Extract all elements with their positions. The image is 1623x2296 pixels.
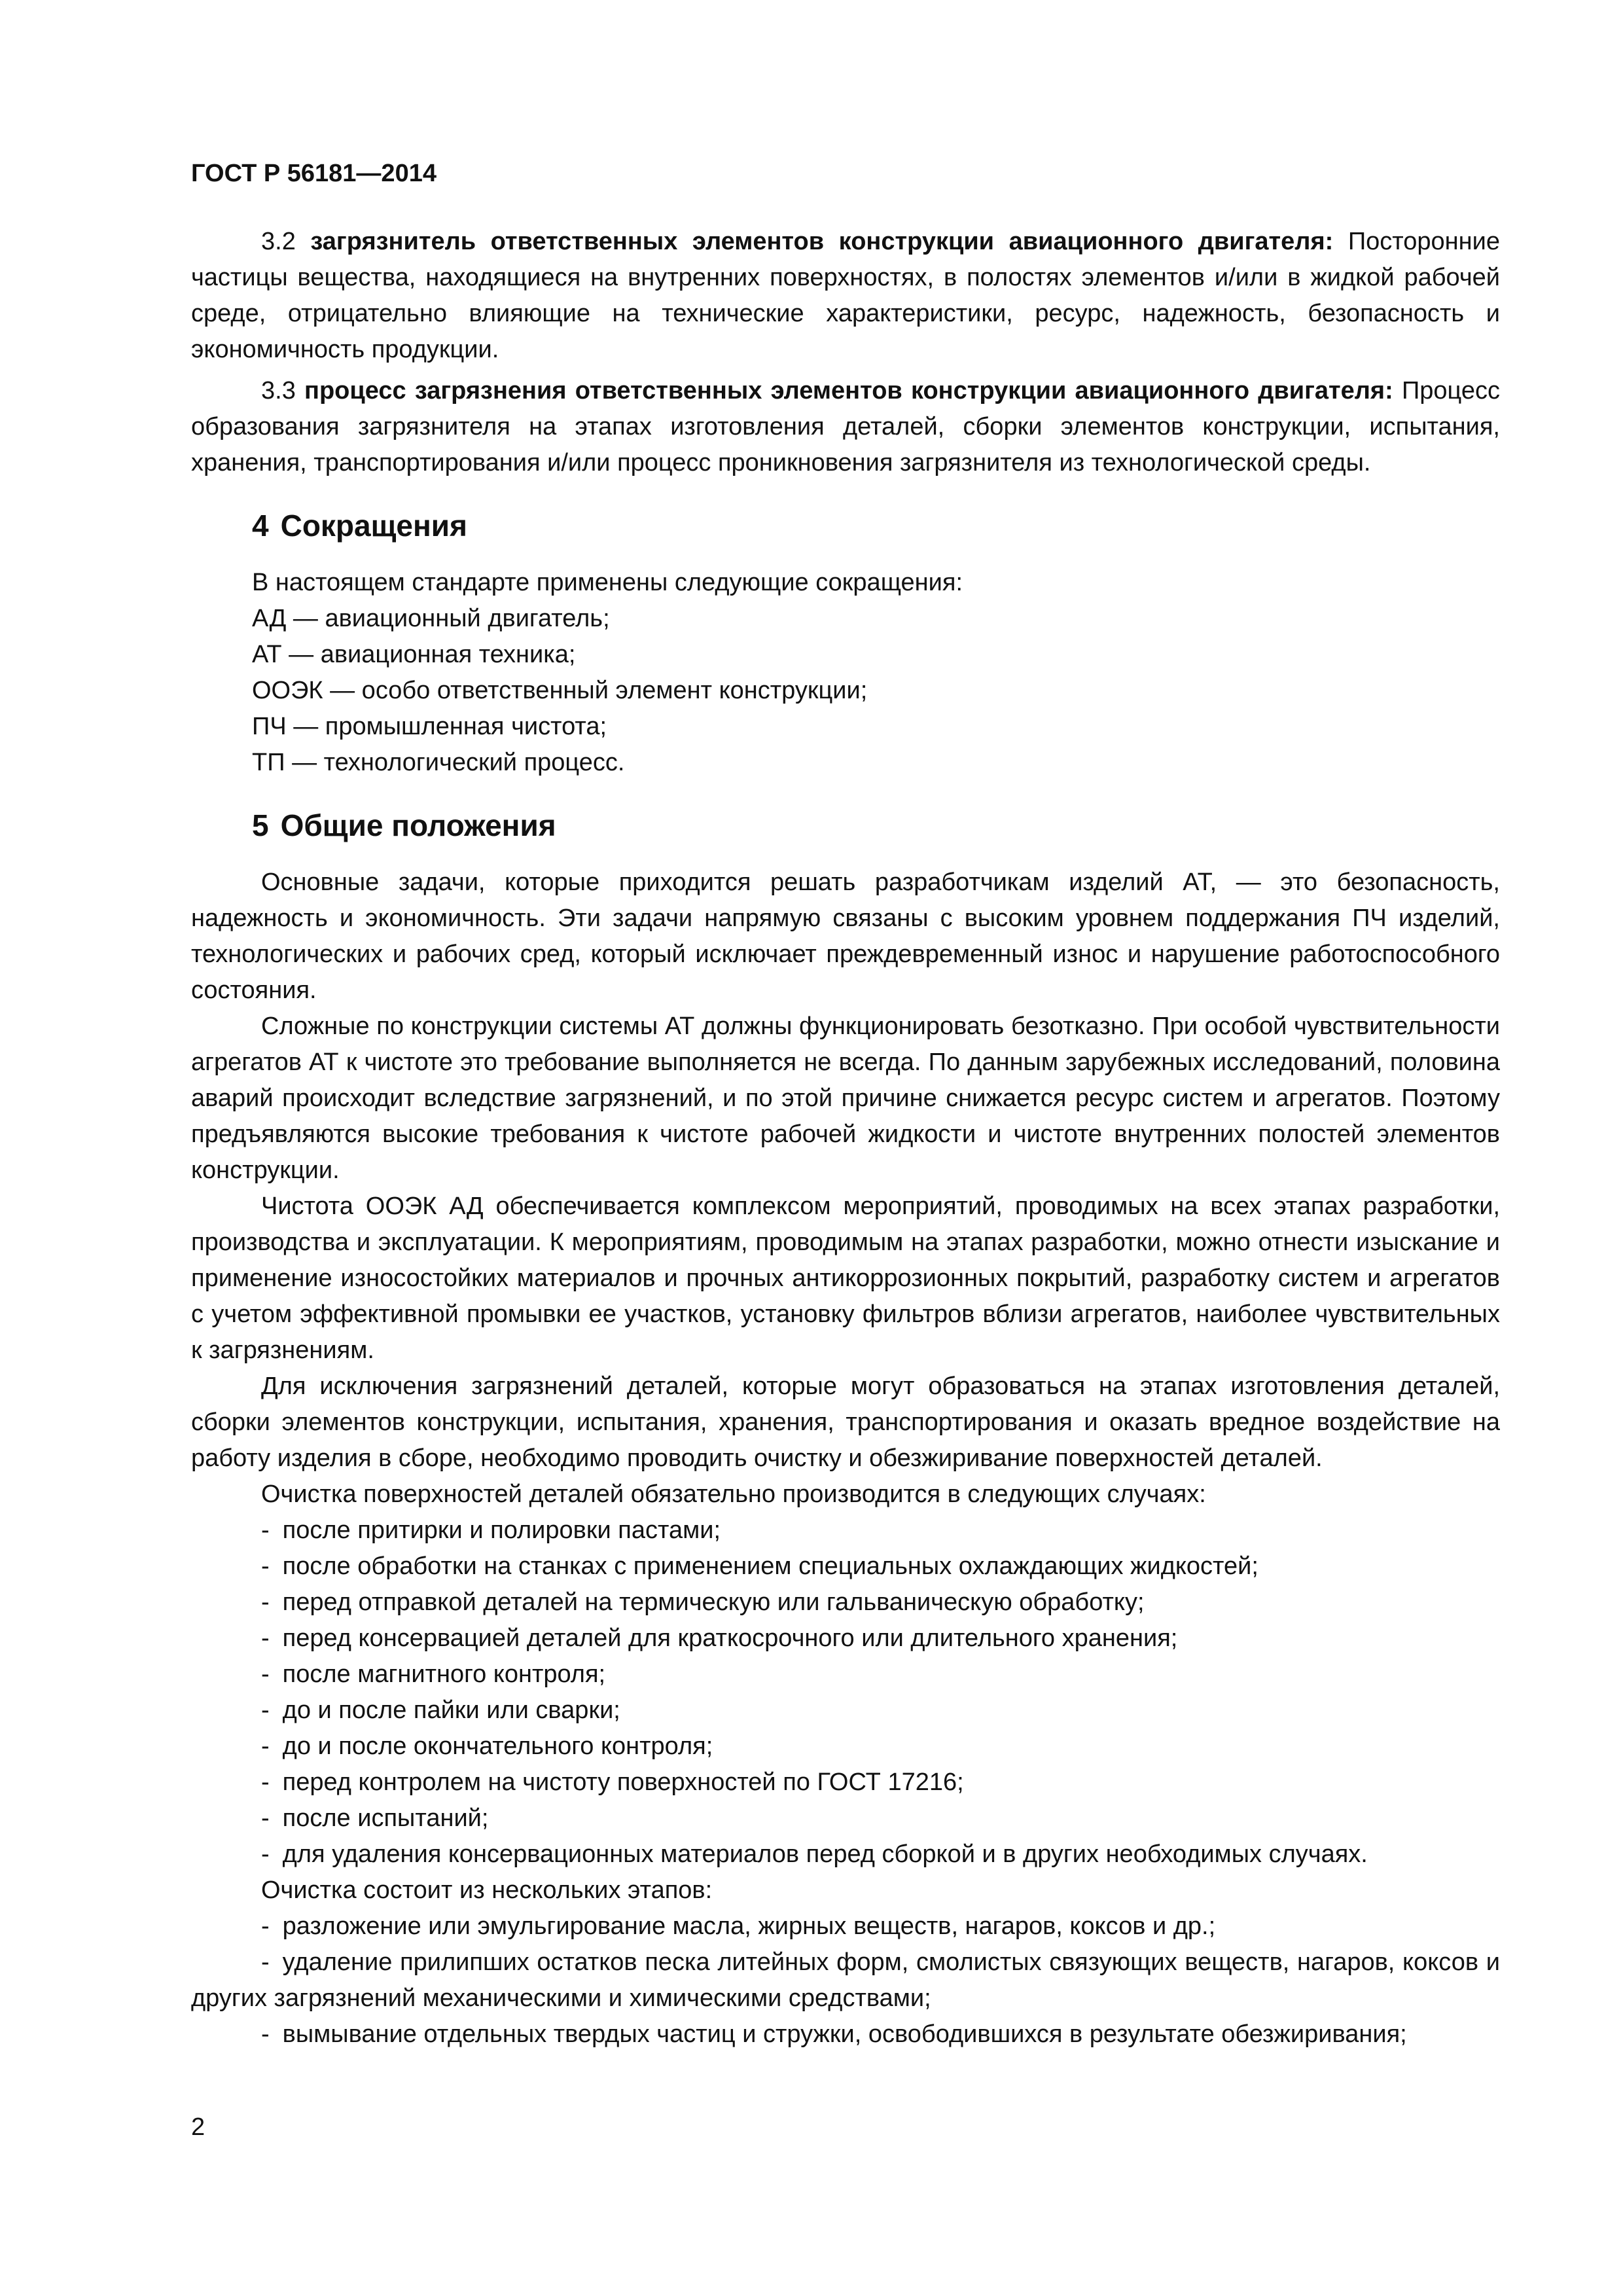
list-dash: - bbox=[261, 2020, 270, 2048]
list-item-text: после магнитного контроля; bbox=[282, 1660, 606, 1688]
list-dash: - bbox=[261, 1516, 270, 1544]
list-item bbox=[261, 1657, 1500, 1693]
list-item-text: для удаления консервационных материалов перед сборкой и в других необходимых случаях. bbox=[282, 1840, 1368, 1868]
abbreviation-item: АТ — авиационная техника; bbox=[252, 641, 576, 668]
page-number: 2 bbox=[191, 2113, 205, 2141]
list-item bbox=[261, 1801, 1500, 1837]
body-paragraph: Чистота ООЭК АД обеспечивается комплексом мероприятий, проводимых на всех этапах разработки, производства и эксплуатации. К мероприятиям, проводимым на этапах разработки, можно отнести изыскание и применение износостойких материалов и прочных антикоррозионных покрытий, разработку систем и агрегатов с учетом эффективной промывки ее участков, установку фильтров вблизи агрегатов, наиболее чувствительных к загрязнениям. bbox=[191, 1193, 1500, 1364]
document-page bbox=[191, 157, 1500, 2053]
term-name: загрязнитель ответственных элементов конструкции авиационного двигателя: bbox=[310, 228, 1334, 255]
list-item bbox=[261, 1729, 1500, 1765]
list-item-text: перед отправкой деталей на термическую или гальваническую обработку; bbox=[282, 1588, 1145, 1616]
section-heading-general bbox=[252, 806, 1500, 845]
list-item-text: вымывание отдельных твердых частиц и стружки, освободившихся в результате обезжиривания; bbox=[282, 2020, 1407, 2048]
list-item bbox=[261, 1765, 1500, 1801]
body-paragraph: Сложные по конструкции системы АТ должны функционировать безотказно. При особой чувствительности агрегатов АТ к чистоте это требование выполняется не всегда. По данным зарубежных исследований, половина аварий происходит вследствие загрязнений, и по этой причине снижается ресурс систем и агрегатов. Поэтому предъявляются высокие требования к чистоте рабочей жидкости и чистоте внутренних полостей элементов конструкции. bbox=[191, 1013, 1500, 1184]
abbreviations-list bbox=[191, 565, 1500, 781]
list-item-text: до и после окончательного контроля; bbox=[282, 1732, 713, 1760]
list-dash: - bbox=[261, 1912, 270, 1940]
list-dash: - bbox=[261, 1840, 270, 1868]
steps-intro: Очистка состоит из нескольких этапов: bbox=[261, 1876, 713, 1904]
list-item bbox=[191, 1945, 1500, 2017]
list-dash: - bbox=[261, 1768, 270, 1796]
list-item-text: до и после пайки или сварки; bbox=[282, 1696, 620, 1724]
abbreviation-item: ТП — технологический процесс. bbox=[252, 749, 625, 776]
section-title: Сокращения bbox=[280, 509, 467, 543]
list-item bbox=[261, 1621, 1500, 1657]
body-paragraph: Основные задачи, которые приходится решать разработчикам изделий АТ, — это безопасность, надежность и экономичность. Эти задачи напрямую связаны с высоким уровнем поддержания ПЧ изделий, технологических и рабочих сред, который исключает преждевременный износ и нарушение работоспособного состояния. bbox=[191, 869, 1500, 1004]
list-item-text: после испытаний; bbox=[282, 1804, 489, 1832]
term-definition: Посторонние частицы вещества, находящиеся на внутренних поверхностях, в полостях элементов и/или в жидкой рабочей среде, отрицательно влияющие на технические характеристики, ресурс, надежность, безопасность и экономичность продукции. bbox=[191, 228, 1501, 363]
list-dash: - bbox=[261, 1696, 270, 1724]
term-name: процесс загрязнения ответственных элементов конструкции авиационного двигателя: bbox=[304, 377, 1393, 404]
clause-3-3 bbox=[191, 373, 1500, 481]
list-item bbox=[191, 1909, 1500, 1945]
cleaning-cases-list bbox=[191, 1513, 1500, 1873]
cleaning-steps-list bbox=[191, 1909, 1500, 2053]
clause-number: 3.2 bbox=[261, 228, 296, 255]
body-paragraph: Для исключения загрязнений деталей, которые могут образоваться на этапах изготовления деталей, сборки элементов конструкции, испытания, хранения, транспортирования и оказать вредное воздействие на работу изделия в сборе, необходимо проводить очистку и обезжиривание поверхностей деталей. bbox=[191, 1372, 1500, 1472]
list-item-text: после притирки и полировки пастами; bbox=[282, 1516, 721, 1544]
list-dash: - bbox=[261, 1732, 270, 1760]
abbreviations-intro: В настоящем стандарте применены следующие сокращения: bbox=[252, 569, 963, 596]
list-item bbox=[261, 1585, 1500, 1621]
clause-number: 3.3 bbox=[261, 377, 296, 404]
list-item bbox=[261, 1693, 1500, 1729]
term-definition: Процесс образования загрязнителя на этапах изготовления деталей, сборки элементов конструкции, испытания, хранения, транспортирования и/или процесс проникновения загрязнителя из технологической среды. bbox=[191, 377, 1501, 476]
list-dash: - bbox=[261, 1552, 270, 1580]
list-dash: - bbox=[261, 1804, 270, 1832]
cases-intro: Очистка поверхностей деталей обязательно производится в следующих случаях: bbox=[261, 1480, 1206, 1508]
list-dash: - bbox=[261, 1948, 270, 1976]
list-item bbox=[261, 1549, 1500, 1585]
section-number: 5 bbox=[252, 808, 269, 842]
abbreviation-item: ООЭК — особо ответственный элемент конструкции; bbox=[252, 677, 868, 704]
list-dash: - bbox=[261, 1588, 270, 1616]
list-item-text: разложение или эмульгирование масла, жирных веществ, нагаров, коксов и др.; bbox=[282, 1912, 1216, 1940]
list-item-text: удаление прилипших остатков песка литейных форм, смолистых связующих веществ, нагаров, коксов и других загрязнений механическими и химическими средствами; bbox=[191, 1948, 1500, 2012]
document-header: ГОСТ Р 56181—2014 bbox=[191, 160, 437, 187]
list-item bbox=[261, 1513, 1500, 1549]
list-item bbox=[191, 2017, 1500, 2053]
list-item-text: после обработки на станках с применением специальных охлаждающих жидкостей; bbox=[282, 1552, 1258, 1580]
list-item bbox=[261, 1837, 1500, 1873]
section-number: 4 bbox=[252, 509, 269, 543]
list-dash: - bbox=[261, 1660, 270, 1688]
section-title: Общие положения bbox=[280, 808, 556, 842]
clause-3-2 bbox=[191, 224, 1500, 368]
abbreviation-item: АД — авиационный двигатель; bbox=[252, 605, 610, 632]
list-item-text: перед контролем на чистоту поверхностей по ГОСТ 17216; bbox=[282, 1768, 964, 1796]
abbreviation-item: ПЧ — промышленная чистота; bbox=[252, 713, 607, 740]
list-item-text: перед консервацией деталей для краткосрочного или длительного хранения; bbox=[282, 1624, 1178, 1652]
section-heading-abbreviations bbox=[252, 506, 1500, 545]
list-dash: - bbox=[261, 1624, 270, 1652]
